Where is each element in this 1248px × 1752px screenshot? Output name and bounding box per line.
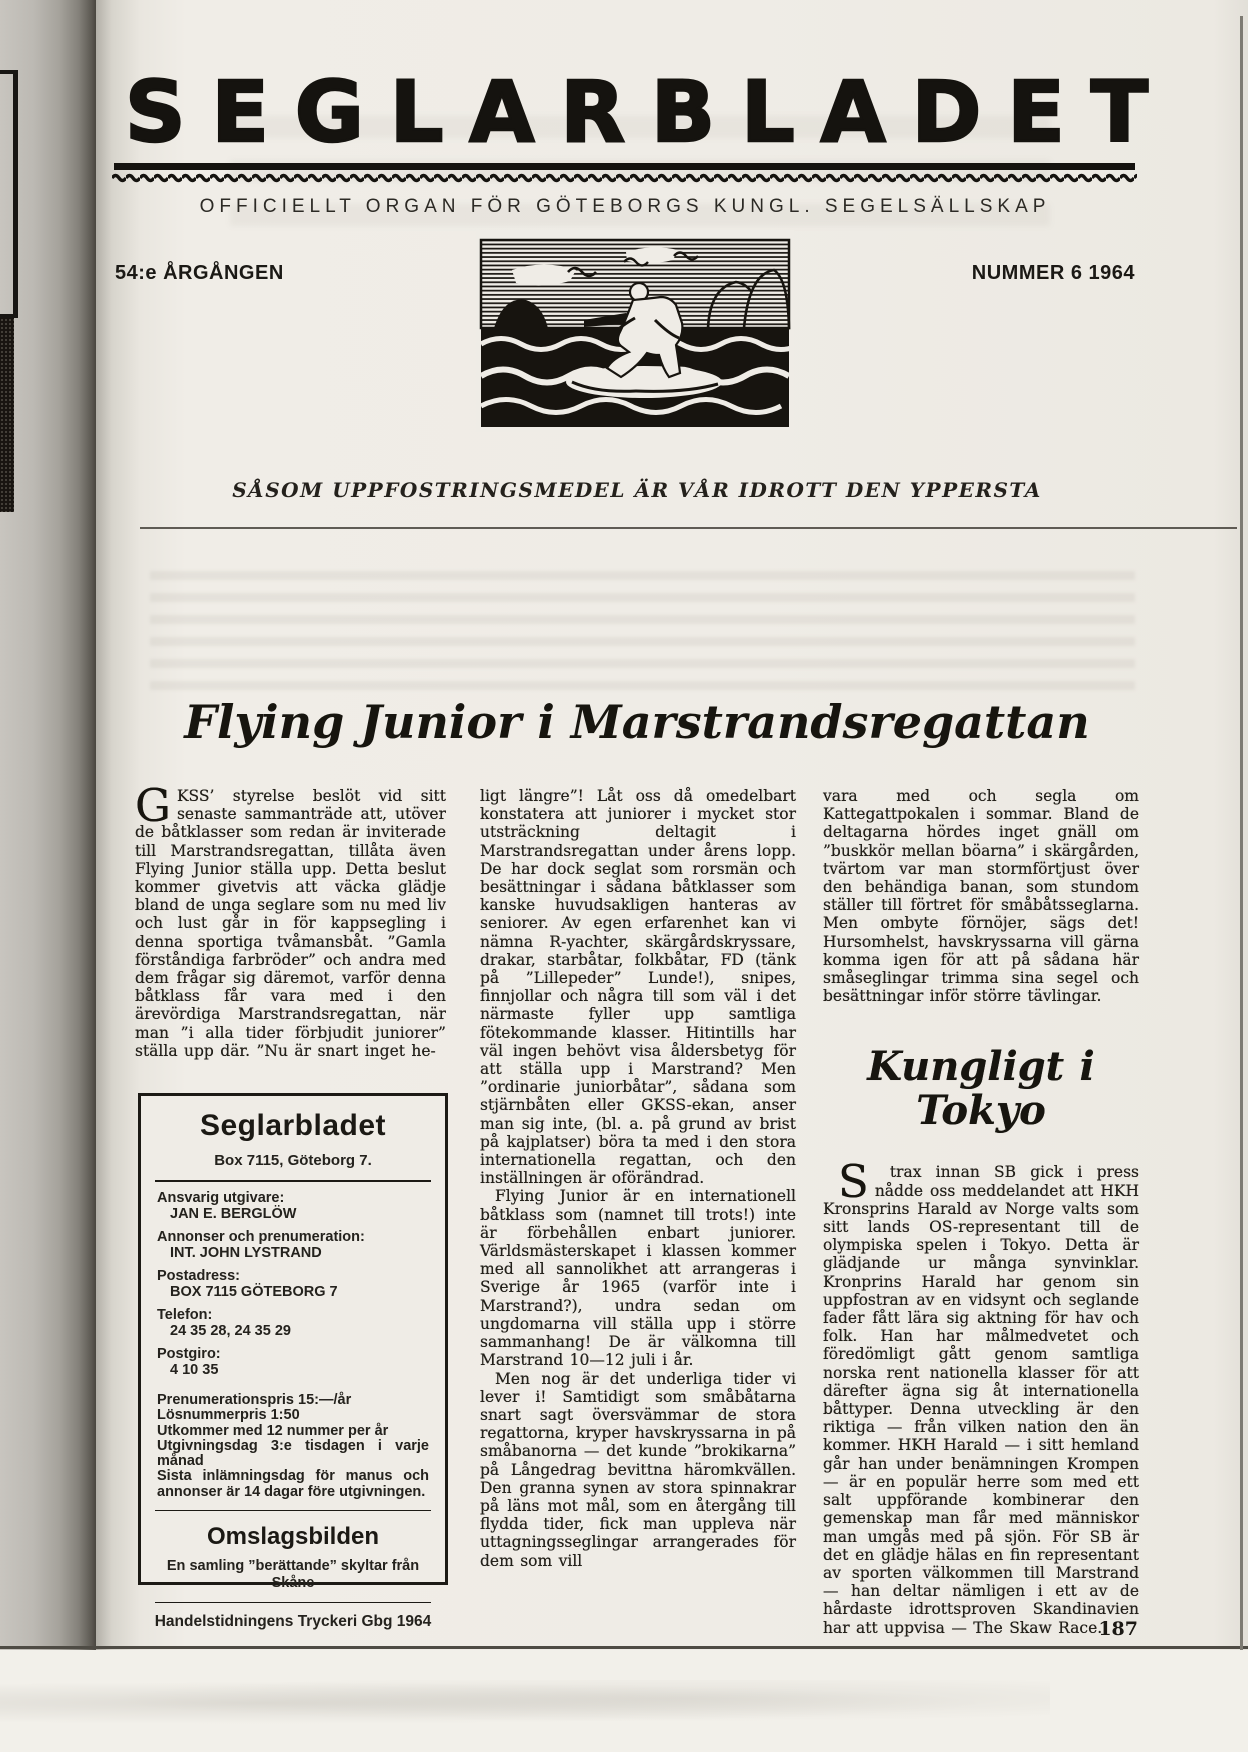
drop-cap: G	[135, 787, 171, 832]
info-box-rule	[155, 1602, 431, 1603]
paragraph	[823, 1155, 1139, 1637]
paragraph-text: trax innan SB gick i press nådde oss meddelandet att HKH Kronsprins Harald av Norge valts som sitt lands OS-representant till de olympiska spelen i Tokyo. Detta är glädjande ur många synvinklar. Kronprins Harald har genom sin uppfostran av en vidsynt och seglande fader fått lära sig aktning för hav och folk. Han har målmedvetet och föredömligt gått genom samtliga norska rent nationella klasser för att därefter ägna sig åt internationella båttyper. Denna utveckling är den riktiga — från vilken nation den än kommer. HKH Harald — i sitt hemland går han under benämningen Krompen — är en populär herre som med ett salt uppförande kombinerar den gemenskap man får med människor man umgås med på sjön. För SB är det en glädje hälas en fin representant av sporten välkommen till Marstrand — han deltar nämligen i ett av de hårdaste idrottsproven Skandinavien har att uppvisa — The Skaw Race.	[823, 1163, 1139, 1637]
divider-rule	[140, 527, 1237, 529]
field-value: JAN E. BERGLÖW	[170, 1205, 297, 1222]
article-column-3	[823, 787, 1139, 1637]
info-box-notes	[141, 1393, 445, 1500]
issue-label: NUMMER 6 1964	[971, 262, 1135, 284]
info-box-note: Utkommer med 12 nummer per år	[157, 1422, 389, 1439]
seaside-woodcut-illustration	[476, 230, 794, 432]
field-value: INT. JOHN LYSTRAND	[170, 1244, 322, 1261]
info-box-field	[157, 1347, 429, 1378]
paragraph: vara med och segla om Kattegattpokalen i sommar. Bland de deltagarna hördes inget gnäll om ”buskkör mellan böarna” i skärgården, tvärtom var man stormförtjust över den behändiga banan, som stundom ställer till förtret för småbåtsseglarna. Men ombyte förnöjer, sägs det! Hursomhelst, havskryssarna vill gärna komma igen för att på sådana här småseglingar trimma sina segel och besättningar inför större tävlingar.	[823, 787, 1139, 1006]
edition-label: 54:e ÅRGÅNGEN	[115, 262, 284, 284]
info-box-rule	[155, 1180, 431, 1182]
info-box-field	[157, 1308, 429, 1339]
paragraph: ligt längre”! Låt oss då omedelbart konstatera att juniorer i mycket stor utsträckning deltagit i Marstrandsregattan under årens lopp. De har dock seglat som rorsmän och besättningar i sådana båtklasser som kanske huvudsakligen hanteras av seniorer. Av egen erfarenhet kan vi nämna R-yachter, skärgårdskryssare, drakar, starbåtar, folkbåtar, FD (tänk på ”Lillepeder” Lunde!), snipes, finnjollar och några till som väl i det närmaste fyller upp samtliga fötekommande klasser. Hitintills har väl ingen behövt visa åldersbetyg för att ställa upp i Marstrand? Men ”ordinarie juniorbåtar”, sådana som stjärnbåten eller GKSS-ekan, anser man sig inte, (bl. a. på grund av brist på kajplatser) böra ta med i den stora internationella regattan, och den inställningen är oförändrad.	[480, 787, 796, 1188]
info-box-field	[157, 1191, 429, 1222]
drop-cap: S	[838, 1155, 869, 1209]
paragraph-text: KSS’ styrelse beslöt vid sitt senaste sammanträde att, utöver de båtklasser som redan är inviterade till Marstrandsregattan, tillåta även Flying Junior ställa upp. Detta beslut kommer givetvis att väcka glädje bland de unga seglare som nu med liv och lust går in för kappsegling i denna sportiga tvåmansbåt. ”Gamla förståndiga farbröder” och andra med dem frågar sig däremot, varför denna båtklass får vara med i den ärevördiga Marstrandsregattan, när man ”i alla tider förbjudit juniorer” ställa upp där. ”Nu är snart inget he-	[135, 787, 446, 1060]
masthead-subtitle: OFFICIELLT ORGAN FÖR GÖTEBORGS KUNGL. SEGELSÄLLSKAP	[199, 196, 1051, 217]
scan-shadow	[0, 1680, 1050, 1726]
field-label: Postgiro:	[157, 1346, 221, 1362]
info-box-note: Sista inlämningsdag för manus och annonser är 14 dagar före utgivningen.	[157, 1468, 429, 1500]
cover-image-caption: En samling ”berättande” skyltar från Skåne	[166, 1558, 420, 1592]
field-value: 24 35 28, 24 35 29	[170, 1322, 291, 1339]
field-value: 4 10 35	[170, 1361, 219, 1378]
masthead-rule	[114, 163, 1135, 170]
prev-page-frame-mark	[0, 70, 18, 318]
page-number: 187	[1098, 1618, 1138, 1640]
prev-page-texture-mark	[0, 318, 14, 512]
info-box-fields	[141, 1191, 445, 1378]
info-box-note: Lösnummerpris 1:50	[157, 1407, 300, 1424]
publication-info-box	[138, 1093, 448, 1631]
paragraph: Flying Junior är en internationell båtklass som (namnet till trots!) inte är förbehållen enbart juniorer. Världsmästerskapet i klassen kommer med all sannolikhet att arrangeras i Sverige år 1965 (varför inte i Marstrand?), undra sedan om ungdomarna vill ställa upp i större sammanhang! De är välkomna till Marstrand 10—12 juli i år.	[480, 1187, 796, 1370]
info-box-note: Utgivningsdag 3:e tisdagen i varje månad	[157, 1437, 429, 1470]
cover-image-heading: Omslagsbilden	[206, 1523, 380, 1551]
field-label: Telefon:	[157, 1307, 213, 1323]
printer-credit: Handelstidningens Tryckeri Gbg 1964	[154, 1613, 432, 1631]
wavy-rule-icon	[112, 173, 1137, 183]
article-column-1	[135, 787, 446, 1060]
field-label: Ansvarig utgivare:	[157, 1190, 285, 1206]
paragraph: Men nog är det underliga tider vi lever i! Samtidigt som småbåtarna snart sagt översvämmar de stora regattorna, kryper havskryssarna in på småbanorna — det kunde ”brokikarna” på Långedrag bevittna häromkvällen. Den granna synen av stora spinnakrar på läns mot mål, som en återgång till flydda tider, fick man uppleva när uttagningsseglingar arrangerades för dem som vill	[480, 1369, 796, 1570]
field-label: Postadress:	[157, 1268, 241, 1284]
paragraph	[135, 787, 446, 1060]
masthead-motto: SÅSOM UPPFOSTRINGSMEDEL ÄR VÅR IDROTT DEN YPPERSTA	[232, 478, 1042, 502]
info-box-note: Prenumerationspris 15:—/år	[157, 1392, 352, 1408]
info-box-address: Box 7115, Göteborg 7.	[214, 1152, 372, 1169]
info-box-logo: Seglarbladet	[199, 1109, 387, 1142]
subarticle-title: Kungligt i Tokyo	[867, 1043, 1095, 1135]
page-right-edge	[1240, 16, 1243, 1650]
field-value: BOX 7115 GÖTEBORG 7	[170, 1283, 338, 1300]
info-box-rule	[155, 1510, 431, 1511]
article-column-2	[480, 787, 796, 1570]
article-title: Flying Junior i Marstrandsregattan	[184, 695, 1090, 749]
info-box-field	[157, 1269, 429, 1300]
info-box-field	[157, 1230, 429, 1261]
field-label: Annonser och prenumeration:	[157, 1229, 365, 1245]
page-bottom-edge	[0, 1646, 1248, 1649]
masthead-title: SEGLARBLADET	[125, 63, 1175, 161]
